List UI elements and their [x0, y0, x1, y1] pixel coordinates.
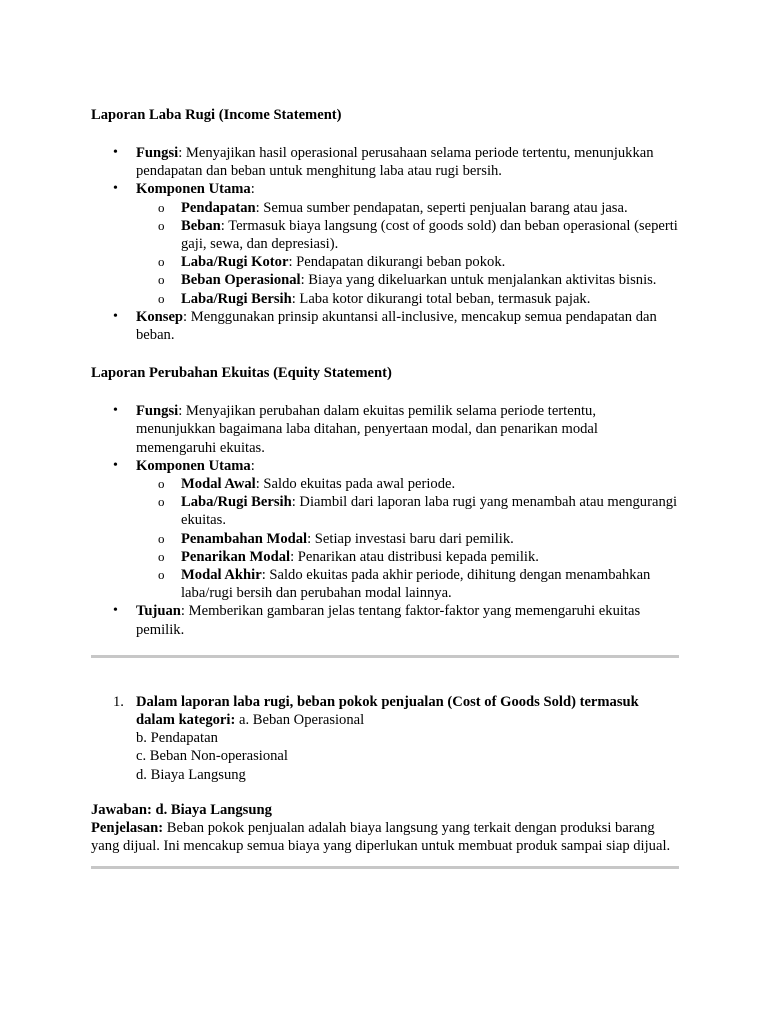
income-statement-list [91, 144, 679, 344]
sub-item-text: : Laba kotor dikurangi total beban, termasuk pajak. [291, 290, 591, 307]
sublist-item [91, 199, 679, 217]
sub-item-label: Laba/Rugi Bersih [181, 290, 292, 307]
sublist-item [91, 530, 679, 548]
question-number: 1. [113, 693, 124, 710]
list-item-komponen-utama [91, 180, 679, 307]
section-title-income-statement: Laporan Laba Rugi (Income Statement) [91, 107, 342, 123]
horizontal-divider [91, 655, 679, 658]
circle-bullet-icon: o [158, 476, 165, 492]
sub-item-text: : Penarikan atau distribusi kepada pemilik. [290, 548, 539, 565]
sublist-item [91, 548, 679, 566]
item-text: : Memberikan gambaran jelas tentang faktor-faktor yang memengaruhi ekuitas pemilik. [136, 603, 641, 638]
sub-item-label: Laba/Rugi Bersih [181, 494, 292, 511]
answer-line: Jawaban: d. Biaya Langsung [91, 801, 272, 818]
item-label: Konsep [136, 308, 184, 325]
sublist-item [91, 475, 679, 493]
sublist-item [91, 290, 679, 308]
bullet-icon: • [113, 457, 118, 473]
sub-item-label: Beban Operasional [181, 272, 301, 289]
sublist-item [91, 271, 679, 289]
circle-bullet-icon: o [158, 548, 165, 564]
sub-item-label: Laba/Rugi Kotor [181, 254, 289, 271]
option-c: c. Beban Non-operasional [136, 748, 288, 765]
sub-item-label: Penambahan Modal [181, 530, 308, 547]
sub-item-label: Modal Awal [181, 476, 256, 493]
section-title-equity-statement: Laporan Perubahan Ekuitas (Equity Statement) [91, 365, 392, 382]
sublist-item [91, 566, 679, 602]
item-label: Fungsi [136, 403, 179, 420]
item-label: Komponen Utama [136, 457, 251, 474]
list-item-fungsi [91, 144, 679, 180]
sub-item-text: : Termasuk biaya langsung (cost of goods sold) dan beban operasional (seperti gaji, sewa, dan depresiasi). [181, 217, 678, 253]
item-label: Fungsi [136, 145, 179, 161]
explanation-paragraph [91, 819, 679, 855]
option-d: d. Biaya Langsung [136, 766, 246, 783]
circle-bullet-icon: o [158, 530, 165, 546]
question-text: Dalam laporan laba rugi, beban pokok penjualan (Cost of Goods Sold) termasuk dalam kategori: [136, 693, 639, 729]
bullet-icon: • [113, 308, 118, 324]
item-text: : Menyajikan perubahan dalam ekuitas pemilik selama periode tertentu, menunjukkan bagaimana laba ditahan, penyertaan modal, dan penarikan modal memengaruhi ekuitas. [136, 403, 598, 456]
item-label: Komponen Utama [136, 181, 251, 198]
sublist-item [91, 217, 679, 253]
horizontal-divider [91, 866, 679, 869]
bullet-icon: • [113, 181, 118, 197]
item-label: Tujuan [136, 603, 181, 620]
item-text: : [250, 457, 255, 474]
item-text: : Menggunakan prinsip akuntansi all-inclusive, mencakup semua pendapatan dan beban. [136, 308, 657, 344]
item-text: : [250, 181, 255, 198]
circle-bullet-icon: o [158, 254, 165, 270]
sub-item-text: : Saldo ekuitas pada awal periode. [255, 476, 456, 493]
list-item-komponen-utama [91, 457, 679, 603]
sub-item-text: : Biaya yang dikeluarkan untuk menjalankan aktivitas bisnis. [300, 272, 657, 289]
komponen-sublist [136, 199, 679, 308]
sub-item-text: : Semua sumber pendapatan, seperti penjualan barang atau jasa. [255, 199, 628, 216]
option-b: b. Pendapatan [136, 730, 218, 747]
circle-bullet-icon: o [158, 199, 165, 215]
option-a: a. Beban Operasional [235, 712, 365, 729]
item-text: : Menyajikan hasil operasional perusahaan selama periode tertentu, menunjukkan pendapatan dan beban untuk menghitung laba atau rugi bersih. [136, 145, 654, 180]
question-item [91, 693, 679, 784]
sub-item-label: Modal Akhir [181, 567, 262, 584]
bullet-icon: • [113, 145, 118, 160]
sub-item-text: : Pendapatan dikurangi beban pokok. [288, 254, 506, 271]
circle-bullet-icon: o [158, 567, 165, 583]
bullet-icon: • [113, 403, 118, 419]
sub-item-text: : Saldo ekuitas pada akhir periode, dihitung dengan menambahkan laba/rugi bersih dan perubahan modal lainnya. [181, 567, 651, 602]
list-item-fungsi [91, 402, 679, 457]
question-list [91, 693, 679, 784]
sub-item-text: : Setiap investasi baru dari pemilik. [307, 530, 514, 547]
list-item-tujuan [91, 602, 679, 638]
equity-statement-list [91, 402, 679, 639]
sublist-item [91, 253, 679, 271]
komponen-sublist [136, 475, 679, 602]
circle-bullet-icon: o [158, 272, 165, 288]
sub-item-label: Beban [181, 217, 221, 234]
sub-item-text: : Diambil dari laporan laba rugi yang menambah atau mengurangi ekuitas. [181, 494, 678, 529]
circle-bullet-icon: o [158, 494, 165, 510]
circle-bullet-icon: o [158, 290, 165, 306]
sub-item-label: Pendapatan [181, 199, 256, 216]
document-page [91, 106, 679, 869]
explanation-label: Penjelasan: [91, 820, 164, 837]
sublist-item [91, 493, 679, 529]
list-item-konsep [91, 308, 679, 344]
sub-item-label: Penarikan Modal [181, 548, 291, 565]
circle-bullet-icon: o [158, 217, 165, 233]
explanation-text: Beban pokok penjualan adalah biaya langsung yang terkait dengan produksi barang yang dijual. Ini mencakup semua biaya yang diperlukan untuk membuat produk sampai siap dijual. [91, 820, 671, 855]
bullet-icon: • [113, 603, 118, 619]
